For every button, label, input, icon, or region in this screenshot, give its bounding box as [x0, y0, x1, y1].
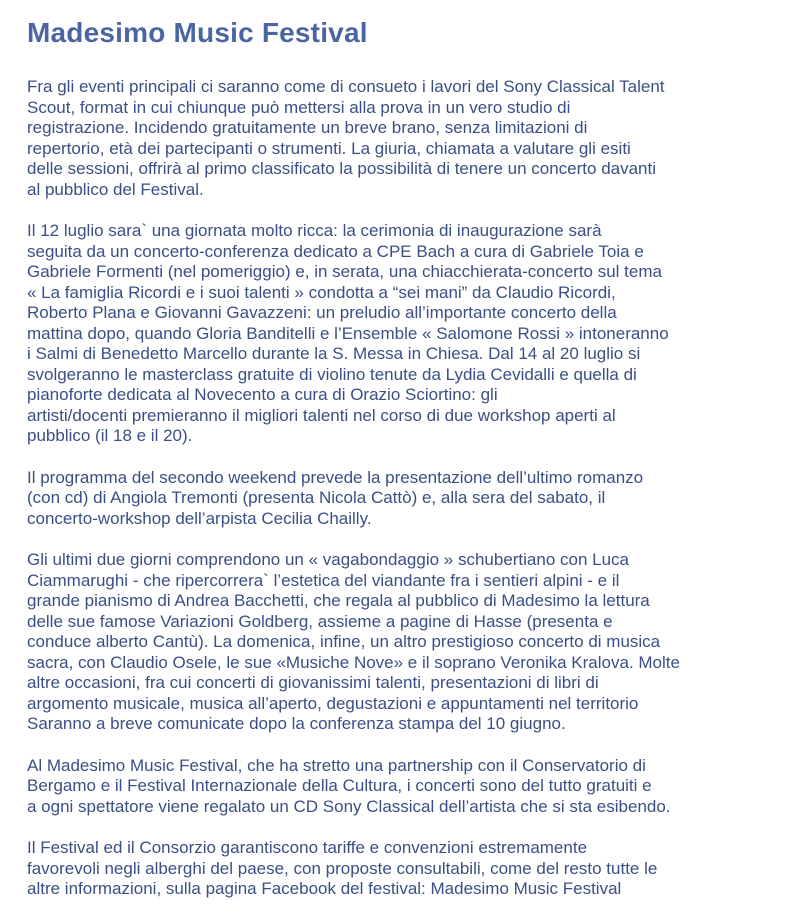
document-page: [27, 14, 777, 921]
paragraph-hotels: Il Festival ed il Consorzio garantiscono tariffe e convenzioni estremamente favorevoli negli alberghi del paese, con proposte consultabili, come del resto tutte le altre informazioni, sulla pagina Facebook del festival: Madesimo Music Festival: [27, 838, 658, 898]
paragraph-july-program: Il 12 luglio sara` una giornata molto ricca: la cerimonia di inaugurazione sarà seguita da un concerto-conferenza dedicato a CPE Bach a cura di Gabriele Toia e Gabriele Formenti (nel pomeriggio) e, in serata, una chiacchierata-concerto sul tema « La famiglia Ricordi e i suoi talenti » condotta a “sei mani” da Claudio Ricordi, Roberto Plana e Giovanni Gavazzeni: un preludio all’importante concerto della mattina dopo, quando Gloria Banditelli e l’Ensemble « Salomone Rossi » intoneranno i Salmi di Benedetto Marcello durante la S. Messa in Chiesa. Dal 14 al 20 luglio si svolgeranno le masterclass gratuite di violino tenute da Lydia Cevidalli e quella di pianoforte dedicata al Novecento a cura di Orazio Sciortino: gli artisti/docenti premieranno il migliori talenti nel corso di due workshop aperti al pubblico (il 18 e il 20).: [27, 221, 669, 445]
paragraph-talent-scout: Fra gli eventi principali ci saranno come di consueto i lavori del Sony Classical Talent Scout, format in cui chiunque può mettersi alla prova in un vero studio di registrazione. Incidendo gratuitamente un breve brano, senza limitazioni di repertorio, età dei partecipanti o strumenti. La giuria, chiamata a valutare gli esiti delle sessioni, offrirà al primo classificato la possibilità di tenere un concerto davanti al pubblico del Festival.: [27, 77, 665, 199]
paragraph-last-days: Gli ultimi due giorni comprendono un « vagabondaggio » schubertiano con Luca Ciammarughi - che ripercorrera` l’estetica del viandante fra i sentieri alpini - e il grande pianismo di Andrea Bacchetti, che regala al pubblico di Madesimo la lettura delle sue famose Variazioni Goldberg, assieme a pagine di Hasse (presenta e conduce alberto Cantù). La domenica, infine, un altro prestigioso concerto di musica sacra, con Claudio Osele, le sue «Musiche Nove» e il soprano Veronika Kralova. Molte altre occasioni, fra cui concerti di giovanissimi talenti, presentazioni di libri di argomento musicale, musica all’aperto, degustazioni e appuntamenti nel territorio Saranno a breve comunicate dopo la conferenza stampa del 10 giugno.: [27, 550, 680, 733]
paragraph-partnership: Al Madesimo Music Festival, che ha stretto una partnership con il Conservatorio di Bergamo e il Festival Internazionale della Cultura, i concerti sono del tutto gratuiti e a ogni spettatore viene regalato un CD Sony Classical dell’artista che si sta esibendo.: [27, 755, 671, 816]
page-title: Madesimo Music Festival: [27, 17, 368, 48]
paragraph-second-weekend: Il programma del secondo weekend prevede la presentazione dell’ultimo romanzo (con cd) di Angiola Tremonti (presenta Nicola Cattò) e, alla sera del sabato, il concerto-workshop dell’arpista Cecilia Chailly.: [27, 467, 644, 528]
